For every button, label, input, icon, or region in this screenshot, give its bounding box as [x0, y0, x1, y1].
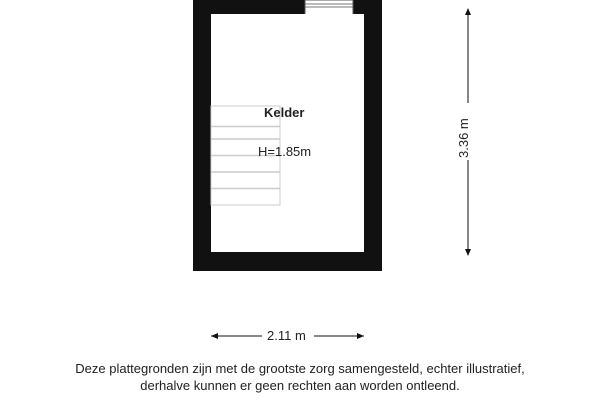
room-height-label: H=1.85m [258, 144, 312, 159]
disclaimer-line-1: Deze plattegronden zijn met de grootste zorg samengesteld, echter illustratief, [75, 361, 525, 376]
depth-dimension-label: 3.36 m [456, 118, 471, 158]
disclaimer-line-2: derhalve kunnen er geen rechten aan worden ontleend. [140, 378, 460, 393]
disclaimer-text [0, 360, 600, 394]
window [305, 0, 353, 14]
width-dimension-label: 2.11 m [267, 328, 306, 343]
room-name-label: Kelder [264, 105, 305, 120]
